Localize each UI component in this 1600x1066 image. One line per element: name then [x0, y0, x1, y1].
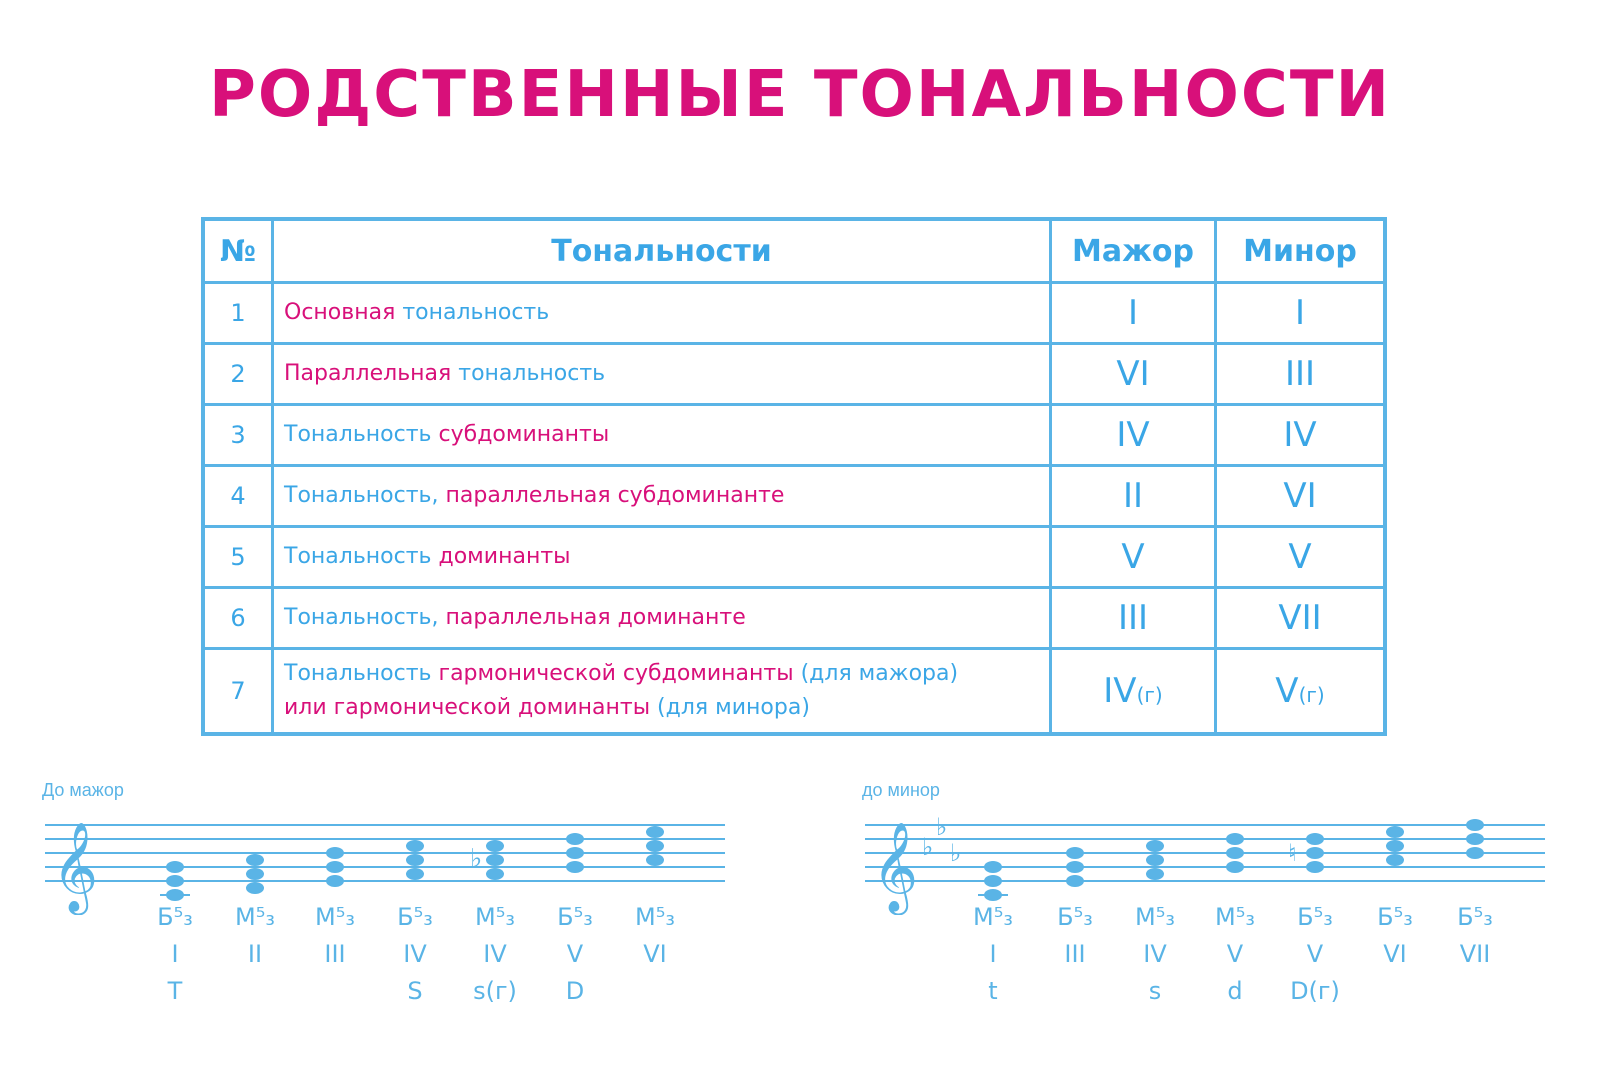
row-name [273, 283, 1051, 344]
row-num: 3 [203, 405, 273, 466]
chord-function: S [407, 977, 423, 1005]
chord-degree: III [1064, 940, 1086, 968]
chord-type: М⁵₃ [235, 903, 275, 931]
row-name-part-5: (для минора) [650, 695, 810, 720]
flat-icon: ♭ [922, 833, 934, 861]
row-num: 4 [203, 466, 273, 527]
row-name-part-b: параллельная доминанте [445, 605, 746, 630]
chord-type: Б⁵₃ [1377, 903, 1413, 931]
chord-type: Б⁵₃ [397, 903, 433, 931]
row-minor-degree: V [1275, 671, 1299, 711]
row-name-part-b: субдоминанты [438, 422, 610, 447]
row-minor: I [1216, 283, 1386, 344]
chord-function: s [1148, 977, 1162, 1005]
chord-type: М⁵₃ [1215, 903, 1255, 931]
chord-type: Б⁵₃ [1297, 903, 1333, 931]
table-row [203, 527, 1385, 588]
keys-table [201, 217, 1387, 736]
row-major: III [1051, 588, 1216, 649]
chord-degree: I [171, 940, 179, 968]
row-name [273, 588, 1051, 649]
chord-type: М⁵₃ [315, 903, 355, 931]
chord-function: s(г) [473, 977, 517, 1005]
flat-icon: ♭ [470, 844, 483, 874]
row-name-part-b: параллельная субдоминанте [445, 483, 785, 508]
chord-type: Б⁵₃ [157, 903, 193, 931]
row-num: 2 [203, 344, 273, 405]
row-minor: III [1216, 344, 1386, 405]
chord-degree: VI [643, 940, 667, 968]
row-num: 7 [203, 649, 273, 735]
row-name-part-4: или гармонической доминанты [284, 695, 651, 720]
row-major [1051, 649, 1216, 735]
chord-type: Б⁵₃ [557, 903, 593, 931]
flat-icon: ♭ [936, 815, 948, 841]
treble-clef-icon: 𝄞 [872, 822, 919, 912]
row-num: 6 [203, 588, 273, 649]
row-minor-sub: (г) [1298, 683, 1325, 707]
row-name [273, 649, 1051, 735]
chord-function: T [167, 977, 183, 1005]
row-name-part-b: тональность [395, 300, 550, 325]
row-minor: V [1216, 527, 1386, 588]
row-name [273, 527, 1051, 588]
row-name-part-3: (для мажора) [793, 661, 959, 686]
row-name [273, 344, 1051, 405]
chord-function: D(г) [1290, 977, 1340, 1005]
chord-type: М⁵₃ [973, 903, 1013, 931]
chord-degree: VI [1383, 940, 1407, 968]
row-major-degree: IV [1103, 671, 1137, 711]
chord-function: d [1227, 977, 1243, 1005]
table-header-row [203, 219, 1385, 283]
row-name-part-a: Тональность, [284, 605, 446, 630]
row-name [273, 466, 1051, 527]
row-name-part-a: Тональность, [284, 483, 446, 508]
row-name-part-a: Тональность [284, 544, 439, 569]
row-major: IV [1051, 405, 1216, 466]
chord-degree: VII [1459, 940, 1491, 968]
header-name: Тональности [273, 219, 1051, 283]
row-name-part-2: гармонической субдоминанты [438, 661, 794, 686]
chord-type: Б⁵₃ [1057, 903, 1093, 931]
row-minor [1216, 649, 1386, 735]
row-name-part-1: Тональность [284, 661, 439, 686]
chord-degree: V [1306, 940, 1324, 968]
flat-icon: ♭ [950, 839, 962, 867]
row-name-part-a: Тональность [284, 422, 439, 447]
row-name-part-b: тональность [451, 361, 606, 386]
table-row [203, 344, 1385, 405]
major-staff-label: До мажор [42, 780, 124, 800]
chord-function: t [988, 977, 998, 1005]
row-minor: VI [1216, 466, 1386, 527]
row-major: V [1051, 527, 1216, 588]
chord-degree: III [324, 940, 346, 968]
chord-type: М⁵₃ [635, 903, 675, 931]
row-name-part-a: Основная [284, 300, 396, 325]
row-name-part-a: Параллельная [284, 361, 452, 386]
chord-degree: IV [1143, 940, 1167, 968]
row-major: II [1051, 466, 1216, 527]
table-row [203, 405, 1385, 466]
row-name-part-b: доминанты [438, 544, 571, 569]
header-major: Мажор [1051, 219, 1216, 283]
minor-staff [860, 815, 1550, 915]
minor-staff-label: до минор [862, 780, 940, 800]
chord-degree: II [247, 940, 263, 968]
row-minor: IV [1216, 405, 1386, 466]
row-major: VI [1051, 344, 1216, 405]
table-row [203, 466, 1385, 527]
row-num: 5 [203, 527, 273, 588]
chord-degree: IV [403, 940, 427, 968]
chord-degree: V [566, 940, 584, 968]
treble-clef-icon: 𝄞 [52, 822, 99, 912]
row-num: 1 [203, 283, 273, 344]
major-staff [40, 815, 730, 915]
chord-function: D [565, 977, 585, 1005]
chord-degree: IV [483, 940, 507, 968]
table-row [203, 588, 1385, 649]
page-title: РОДСТВЕННЫЕ ТОНАЛЬНОСТИ [208, 58, 1392, 132]
natural-icon: ♮ [1288, 839, 1297, 867]
chord-type: Б⁵₃ [1457, 903, 1493, 931]
row-major-sub: (г) [1136, 683, 1163, 707]
chord-degree: I [989, 940, 997, 968]
table-row [203, 283, 1385, 344]
header-minor: Минор [1216, 219, 1386, 283]
row-name [273, 405, 1051, 466]
row-major: I [1051, 283, 1216, 344]
table-row [203, 649, 1385, 735]
chord-degree: V [1226, 940, 1244, 968]
header-num: № [203, 219, 273, 283]
chord-type: М⁵₃ [475, 903, 515, 931]
chord-type: М⁵₃ [1135, 903, 1175, 931]
row-minor: VII [1216, 588, 1386, 649]
